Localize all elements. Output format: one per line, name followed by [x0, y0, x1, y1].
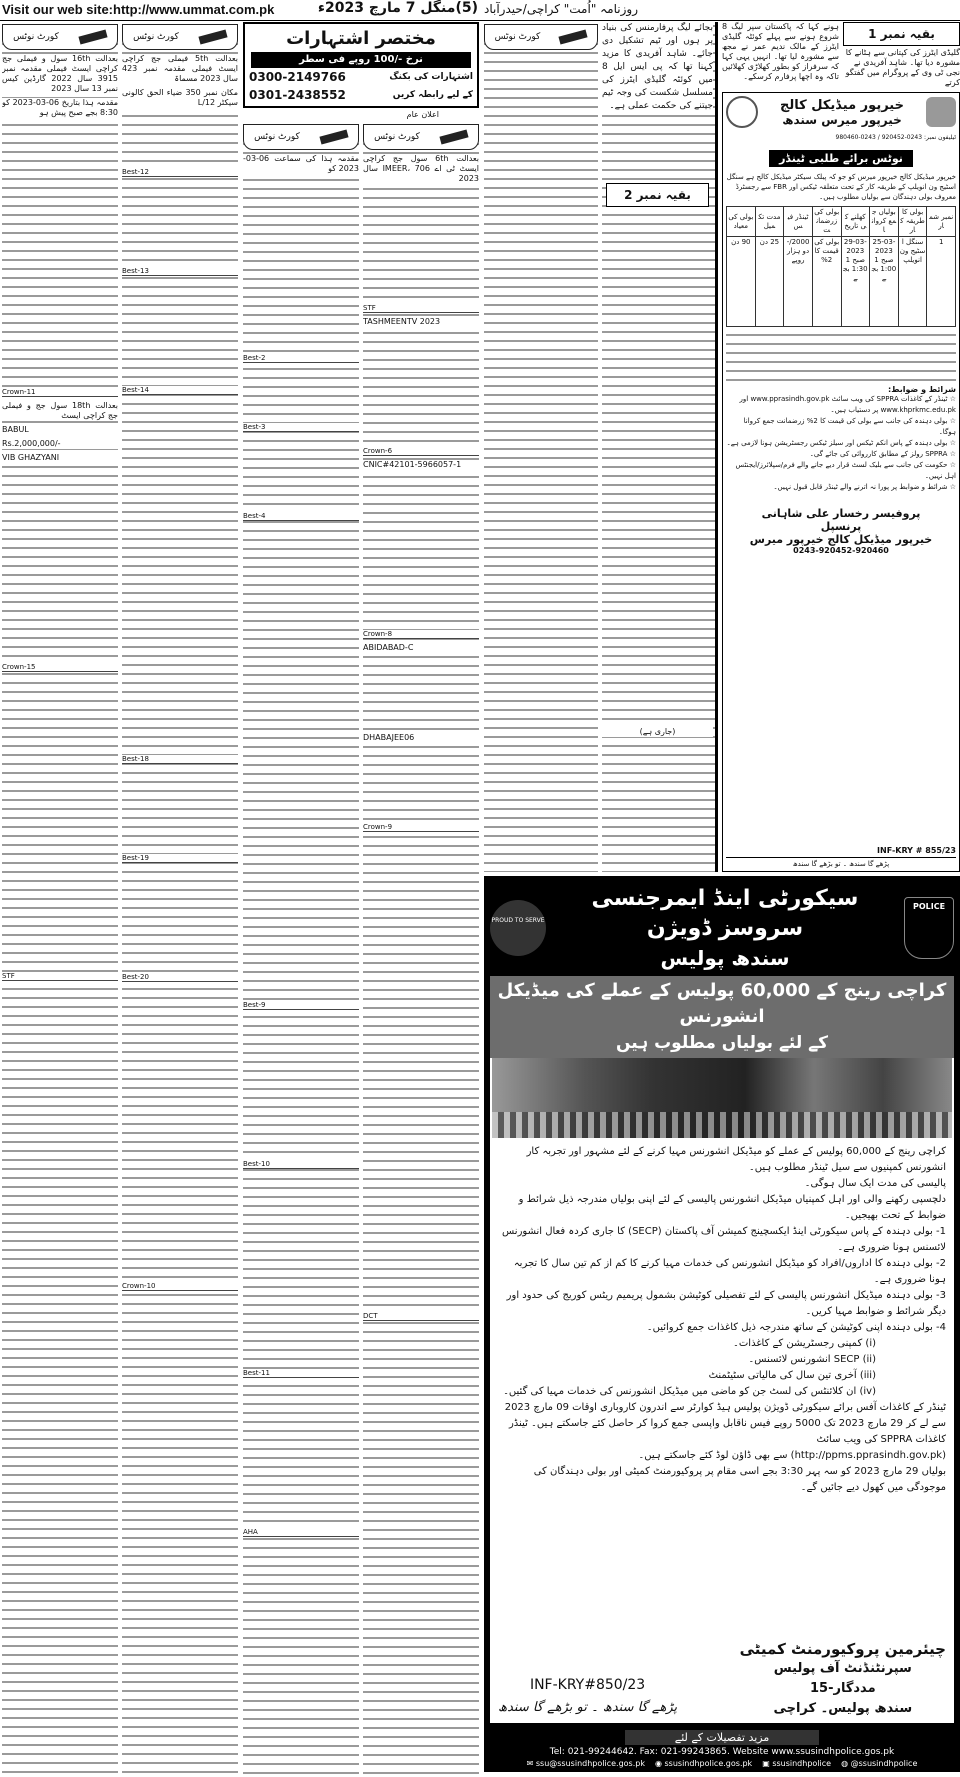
notice-code: Best-10 — [243, 1160, 359, 1169]
condition-text: بولی دہندہ کی جانب سے بولی کی قیمت کا 2% زرضمانت جمع کروانا ہوگا۔ — [743, 417, 956, 436]
sports-column — [602, 22, 718, 872]
court-notice-label: کورٹ نوٹس — [133, 32, 179, 42]
notice-code: Crown-9 — [363, 823, 479, 832]
police-badge-icon: POLICE — [904, 897, 954, 959]
table-header: بولیاں جمع کروانا — [870, 207, 899, 237]
web-icon: ◉ — [654, 1759, 662, 1768]
baqia-1-box: بقیہ نمبر 1 — [843, 22, 960, 46]
policy-text: پالیسی کی مدت ایک سال ہوگی۔ — [804, 1178, 946, 1189]
police-slogan: پڑھے گا سندھ ۔ تو بڑھے گا سندھ — [498, 1700, 678, 1715]
column-5 — [484, 22, 598, 872]
notice-code: AHA — [243, 1528, 359, 1537]
table-header: کھلنے کی تاریخ — [841, 207, 870, 237]
table-header: بولی کی زرضمانت — [812, 207, 841, 237]
classified-title: مختصر اشتہارات — [286, 28, 436, 49]
article-text: بجائے لیگ پرفارمنس کی بنیاد پر ہوں اور ٹیم تشکیل دی جائے۔ شاہد آفریدی کا مزید کہنا تھا کہ پی ایس ایل 8 میں کوئٹہ گلیڈی ایٹرز کی مسلسل شکست کی وجہ ٹیم جیتنے کی حکمت عملی ہے۔ — [602, 23, 713, 111]
email-icon: ✉ — [526, 1759, 534, 1768]
social-text: ssusindhpolice — [772, 1759, 832, 1768]
notice-code: Best-14 — [122, 386, 238, 395]
column-2 — [122, 22, 238, 1777]
contact-label: کے لیے رابطہ کریں — [392, 90, 473, 100]
signatory: پروفیسر رخسار علی شاہانی — [761, 507, 921, 520]
condition-item: ☆ بولی دہندہ کی جانب سے بولی کی قیمت کا 2% زرضمانت جمع کروانا ہوگا۔ — [743, 417, 956, 436]
notice-text: مقدمہ ہذا کی سماعت 06-03-2023 کو — [243, 154, 359, 173]
college-title: خیرپور میڈیکل کالج — [780, 97, 904, 113]
document-item: (i) کمپنی رجسٹریشن کے کاغذات۔ — [733, 1338, 876, 1349]
tender-docs-text: ٹینڈر کے کاغذات آفس برائے سیکورٹی ڈویژن پولیس ہیڈ کوارٹر سے اندرون کاروباری اوقات 09 مارچ 2023 سے لے کر 29 مارچ 2023 تک 5000 روپے فیس ناقابل واپسی جمع کروا کر حاصل کئے جاسکتے ہیں۔ ٹینڈر کاغذات SPPRA کی ویب سائٹ — [504, 1402, 946, 1445]
requirement-item: 2- بولی دہندہ کا اداروں/افراد کو میڈیکل انشورنس کی خدمات مہیا کرنے کا کم از کم تین سال کا تجربہ ہونا ضروری ہے۔ — [513, 1258, 946, 1285]
invite-text: دلچسپی رکھنے والی اور اہل کمپنیاں میڈیکل انشورنس پالیسی کے لئے اپنی بولیاں مندرجہ ذیل شرائط و ضوابط کے تحت بھیجیں۔ — [518, 1194, 946, 1221]
institution: خیرپور میڈیکل کالج خیرپور میرس — [749, 533, 933, 546]
notice-code: Crown-10 — [122, 1282, 238, 1291]
booking-label: اشتہارات کی بکنگ — [389, 72, 473, 82]
tender-intro: خیرپور میڈیکل کالج خیرپور میرس کو جو کہ پبلک سیکٹر میڈیکل کالج ہے سنگل اسٹیج ون انویلپ کے طریقہ کار کے تحت متعلقہ ٹیکس اور FBR سے رجسٹرڈ معروف بولی دہندگان سے بولیاں مطلوب ہیں۔ — [726, 173, 956, 201]
proud-to-serve-seal-icon: PROUD TO SERVE — [490, 900, 546, 956]
social-link[interactable] — [527, 1759, 645, 1768]
table-cell: 90 دن — [727, 237, 756, 327]
sindh-emblem-icon — [926, 97, 956, 127]
notice-code: Best-11 — [243, 1369, 359, 1378]
intro-text: کراچی رینج کے 60,000 پولیس کے عملے کو میڈیکل انشورنس مہیا کرنے کے لئے مشہور اور تجربہ کار انشورنس کمپنیوں سے سیل ٹینڈر مطلوب ہیں۔ — [526, 1146, 946, 1173]
notice-text: TASHMEENTV 2023 — [363, 317, 479, 327]
condition-item: ☆ حکومت کی جانب سے بلیک لسٹ قرار دیے جانے والے فرم/سپلائرز/ایجنٹس اہل نہیں۔ — [735, 461, 956, 480]
designation: پرنسپل — [820, 520, 862, 533]
article-text: ہونے کہا کہ پاکستان سپر لیگ 8 شروع ہونے سے پہلے کوئٹہ گلیڈی ایٹرز کے مالک ندیم عمر نے مجھ سے مشورہ لیا تھا۔ انہیں یہی کہا کہ سرفراز کو بطور کھلاڑی کھلائیں تاکہ وہ اچھا پرفارم کرسکے۔ — [722, 22, 839, 81]
notice-code: Best-18 — [122, 755, 238, 764]
table-header: نمبر شمار — [927, 207, 956, 237]
social-link[interactable] — [762, 1759, 831, 1768]
table-header: ٹینڈر فیس — [784, 207, 813, 237]
notice-title: نوٹس برائے طلبی ٹینڈر — [769, 150, 913, 167]
column-1 — [2, 22, 118, 1777]
column-3 — [243, 122, 359, 1777]
police-title: سیکورٹی اینڈ ایمرجنسی سروسز ڈویژن — [591, 886, 859, 941]
police-tender-ad — [484, 876, 960, 1772]
notice-text: بعدالت 6th سول جج کراچی ایسٹ ٹی اے IMEER، 706 سال 2023 — [363, 154, 479, 183]
social-text: ssusindhpolice.gos.pk — [664, 1759, 753, 1768]
baqia-1-text: گلیڈی ایٹرز کی کپتانی سے ہٹانے کا مشورہ دیا تھا۔ شاہد آفریدی نے نجی ٹی وی کے پروگرام میں گفتگو کرتے — [845, 48, 960, 87]
right-section — [722, 22, 960, 872]
college-slogan: پڑھے گا سندھ ۔ تو بڑھے گا سندھ — [726, 857, 956, 868]
twitter-icon: ◍ — [841, 1759, 849, 1768]
column-4 — [363, 122, 479, 1777]
gavel-icon — [319, 130, 348, 145]
social-link[interactable] — [841, 1759, 917, 1768]
gavel-icon — [198, 30, 227, 45]
condition-item: ☆ SPPRA رولز کے مطابق کارروائی کی جائے گی۔ — [809, 450, 956, 458]
continued-label: (جاری ہے) — [602, 727, 713, 737]
notice-text: بعدالت 16th سول و فیملی جج کراچی ایسٹ فیملی مقدمہ نمبر 3915 سال 2022 گارڈین کیس نمبر 13 سال 2023 — [2, 54, 118, 93]
police-banner — [490, 976, 954, 1058]
issue-date: (5)منگل 7 مارچ 2023ء — [317, 0, 478, 16]
notice-text: مکان نمبر 350 ضیاء الحق کالونی سیکٹر 12/L — [122, 88, 238, 107]
table-cell: 29-03-2023 صبح 11:30 بجے — [841, 237, 870, 327]
notice-text: Rs.2,000,000/- — [2, 439, 118, 449]
notice-text: BABUL — [2, 425, 118, 435]
notice-code: Best-9 — [243, 1001, 359, 1010]
notice-code: Crown-6 — [363, 447, 479, 456]
public-notice-label: اعلان عام — [406, 110, 439, 119]
notice-text: ABIDABAD-C — [363, 643, 479, 653]
social-link[interactable] — [655, 1759, 752, 1768]
conditions-title: شرائط و ضوابط: — [888, 385, 956, 394]
header-rule — [0, 20, 960, 21]
phone-1[interactable]: 0300-2149766 — [249, 70, 346, 84]
notice-code: Best-2 — [243, 354, 359, 363]
notice-code: STF — [2, 972, 118, 981]
baqia-2-box: بقیہ نمبر 2 — [606, 183, 709, 207]
notice-code: Best-4 — [243, 512, 359, 521]
tender-text — [726, 331, 956, 381]
notice-code: Crown-11 — [2, 388, 118, 397]
notice-code: Best-12 — [122, 168, 238, 177]
phone-line: ٹیلیفون نمبر: 0243-920452 / 0243-980460 — [835, 134, 956, 141]
college-subtitle: خیرپور میرس سندھ — [782, 112, 902, 127]
sports-column-2 — [722, 22, 839, 88]
gavel-icon — [78, 30, 107, 45]
table-header: بولی کا طریقہ کار — [898, 207, 927, 237]
banner-line-2: کے لئے بولیاں مطلوب ہیں — [615, 1033, 829, 1053]
police-ref: INF-KRY#850/23 — [529, 1677, 646, 1693]
notice-code: Best-13 — [122, 267, 238, 276]
condition-item: ☆ شرائط و ضوابط پر پورا نہ اترنے والے ٹینڈر قابل قبول نہیں۔ — [773, 483, 956, 491]
condition-text: ٹینڈر کے کاغذات SPPRA کی ویب سائٹ www.pprasindh.gov.pk اور www.khprkmc.edu.pk پر دستیاب ہیں۔ — [739, 395, 956, 414]
condition-text: حکومت کی جانب سے بلیک لسٹ قرار دیے جانے والے فرم/سپلائرز/ایجنٹس اہل نہیں۔ — [735, 461, 956, 480]
facebook-icon: ▣ — [762, 1759, 770, 1768]
document-item: (iii) آخری تین سال کی مالیاتی سٹیٹمنٹ — [708, 1370, 876, 1381]
court-notice-label: کورٹ نوٹس — [374, 132, 420, 142]
notice-text: DHABAJEE06 — [363, 733, 479, 743]
social-text: ssu@ssusindhpolice.gos.pk — [535, 1759, 645, 1768]
footer-title: مزید تفصیلات کے لئے — [625, 1730, 820, 1745]
college-phones: 0243-920452-920460 — [793, 546, 889, 555]
condition-text: SPPRA رولز کے مطابق کارروائی کی جائے گی۔ — [809, 450, 948, 458]
paper-title: روزنامہ "اُمت" کراچی/حیدرآباد — [484, 2, 638, 16]
notice-code: STF — [363, 304, 479, 313]
notice-text: VIB GHAZYANI — [2, 453, 118, 463]
classified-box — [243, 22, 479, 108]
tender-download-text[interactable]: (http://ppms.pprasindh.gov.pk) سے بھی ڈاؤن لوڈ کئے جاسکتے ہیں۔ — [638, 1450, 946, 1461]
document-item: (ii) SECP انشورنس لائسنس۔ — [748, 1354, 876, 1365]
college-tender-ad — [722, 92, 960, 872]
court-notice-label: کورٹ نوٹس — [13, 32, 59, 42]
requirement-item: 3- بولی دہندہ میڈیکل انشورنس پالیسی کے لئے تفصیلی کوٹیشن بشمول پریمیم ریٹس کوریج کی حدود اور دیگر شرائط و ضوابط مہیا کریں۔ — [506, 1290, 946, 1317]
college-seal-icon — [726, 96, 758, 128]
college-ref: INF-KRY # 855/23 — [877, 846, 956, 855]
classified-section — [243, 22, 479, 1777]
table-cell: 1 — [927, 237, 956, 327]
notice-text: بعدالت 5th فیملی جج کراچی ایسٹ فیملی مقدمہ نمبر 423 سال 2023 مسماۃ — [122, 54, 238, 83]
table-cell: 2000/- دو ہزار روپے — [784, 237, 813, 327]
notice-code: Best-3 — [243, 423, 359, 432]
phone-2[interactable]: 0301-2438552 — [249, 88, 346, 102]
notice-code: Best-20 — [122, 973, 238, 982]
social-text: @ssusindhpolice — [850, 1759, 918, 1768]
classified-rate: نرخ -/100 روپے فی سطر — [251, 52, 471, 68]
requirement-item: 1- بولی دہندہ کے پاس سیکورٹی اینڈ ایکسچینج کمیشن آف پاکستان (SECP) کا جاری کردہ فعال انشورنس لائسنس ہونا ضروری ہے۔ — [502, 1226, 946, 1253]
condition-item: ☆ ٹینڈر کے کاغذات SPPRA کی ویب سائٹ www.pprasindh.gov.pk اور www.khprkmc.edu.pk پر دستیاب ہیں۔ — [739, 395, 956, 414]
gavel-icon — [439, 130, 468, 145]
website-line[interactable]: Visit our web site:http://www.ummat.com.pk — [2, 2, 275, 17]
city-label: سندھ پولیس۔ کراچی — [773, 1701, 913, 1716]
table-cell: بولی کی قیمت کا 2% — [812, 237, 841, 327]
table-header: بولی کی معیاد — [727, 207, 756, 237]
court-notice-label: کورٹ نوٹس — [494, 32, 541, 42]
gavel-icon — [559, 30, 588, 45]
notice-text: مقدمہ ہذا بتاریخ 06-03-2023 کو 8:30 بجے صبح پیش ہو — [2, 98, 118, 117]
condition-item: ☆ بولی دہندہ کے پاس انکم ٹیکس اور سیلز ٹیکس رجسٹریشن ہونا لازمی ہے۔ — [726, 439, 956, 447]
tender-table — [726, 206, 956, 327]
contact-line[interactable]: Tel: 021-99244642. Fax: 021-99243865. Website www.ssusindhpolice.gos.pk — [549, 1747, 895, 1757]
notice-code: Best-19 — [122, 854, 238, 863]
madadgar-label: مددگار-15 — [809, 1681, 876, 1696]
court-notice-label: کورٹ نوٹس — [254, 132, 300, 142]
notice-code: DCT — [363, 1312, 479, 1321]
notice-text: بعدالت 18th سول جج و فیملی جج کراچی ایسٹ — [2, 401, 118, 420]
opening-text: بولیاں 29 مارچ 2023 کو سہ پہر 3:30 بجے اسی مقام پر پروکیورمنٹ کمیٹی اور بولی دہندگان کی موجودگی میں کھول دیے جائیں گے۔ — [533, 1466, 946, 1493]
banner-line-1: کراچی رینج کے 60,000 پولیس کے عملے کی میڈیکل انشورنس — [497, 980, 947, 1027]
table-header: مدت تکمیل — [755, 207, 784, 237]
chairman-title: چیئرمین پروکیورمنٹ کمیٹی — [739, 1640, 946, 1658]
condition-text: شرائط و ضوابط پر پورا نہ اترنے والے ٹینڈر قابل قبول نہیں۔ — [773, 483, 948, 491]
police-subtitle: سندھ پولیس — [660, 946, 790, 970]
table-cell: سنگل اسٹیج ون انویلپ — [898, 237, 927, 327]
document-item: (iv) ان کلائنٹس کی لسٹ جن کو ماضی میں میڈیکل انشورنس کی خدمات مہیا کی گئیں۔ — [503, 1386, 876, 1397]
requirement-item: 4- بولی دہندہ اپنی کوٹیشن کے ساتھ مندرجہ ذیل کاغذات جمع کروائیں۔ — [646, 1322, 946, 1333]
condition-text: بولی دہندہ کے پاس انکم ٹیکس اور سیلز ٹیکس رجسٹریشن ہونا لازمی ہے۔ — [726, 439, 948, 447]
notice-text: CNIC#42101-5966057-1 — [363, 460, 479, 470]
notice-code: Crown-15 — [2, 663, 118, 672]
notice-code: Crown-8 — [363, 630, 479, 639]
police-parade-photo — [492, 1058, 952, 1138]
sp-title: سپرنٹنڈنٹ آف پولیس — [773, 1661, 912, 1676]
table-cell: 25-03-2023 صبح 11:00 بجے — [870, 237, 899, 327]
table-cell: 25 دن — [755, 237, 784, 327]
